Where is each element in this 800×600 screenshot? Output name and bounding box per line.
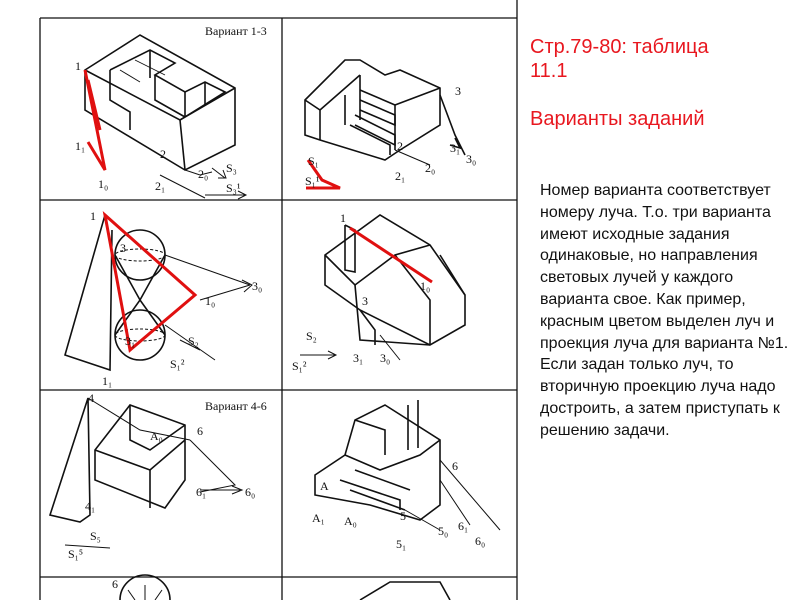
label-s3: S₃	[226, 161, 237, 175]
label-3-s2: S₂	[188, 334, 199, 348]
label-6-a0: A₀	[344, 514, 357, 528]
cell-3-drawing	[65, 215, 252, 370]
label-3-1: 3₁	[450, 141, 461, 155]
heading-line-3: Варианты заданий	[530, 108, 705, 130]
label-4-s2: S₂	[306, 329, 317, 343]
label-4-1: 1	[340, 211, 346, 225]
label-2b-0: 2₀	[425, 161, 436, 175]
label-4-3-1: 3₁	[353, 351, 364, 365]
label-2-0: 2₀	[198, 167, 209, 181]
label-3-s1-2: S₁²	[170, 357, 185, 371]
label-1: 1	[75, 59, 81, 73]
label-6-5-1: 5₁	[396, 537, 407, 551]
label-5-6-1: 6₁	[196, 485, 207, 499]
label-6-5: 5	[400, 509, 406, 523]
cell-4-ray	[350, 228, 432, 282]
label-3-0: 3₀	[466, 152, 477, 166]
cell-6-labels	[312, 459, 485, 551]
cell-2-drawing	[305, 60, 465, 165]
label-s3-1: S₃¹	[226, 181, 241, 195]
label-3-3-0: 3₀	[252, 279, 263, 293]
label-3-3-1: 3₁	[125, 334, 136, 348]
heading-spacer	[530, 83, 795, 107]
label-1-0: 1₀	[98, 177, 109, 191]
label-4-1-0: 1₀	[420, 279, 431, 293]
cell-4-drawing	[300, 215, 465, 360]
label-5-4-1: 4₁	[85, 499, 96, 513]
label-3-1-top: 1	[90, 209, 96, 223]
label-2b: 2	[397, 139, 403, 153]
label-5-6-0: 6₀	[245, 485, 256, 499]
cell-1-drawing	[85, 35, 246, 199]
heading-line-1: Стр.79-80: таблица	[530, 36, 709, 58]
label-6-6: 6	[452, 459, 458, 473]
label-1-1: 1₁	[75, 139, 86, 153]
heading-line-2: 11.1	[530, 60, 568, 82]
label-4-3: 3	[362, 294, 368, 308]
label-5-a0: A₀	[150, 429, 163, 443]
label-6-5-0: 5₀	[438, 524, 449, 538]
label-4-3-0: 3₀	[380, 351, 391, 365]
cell-6-drawing	[315, 400, 500, 530]
label-7-6: 6	[112, 577, 118, 591]
label-2-1: 2₁	[155, 179, 166, 193]
label-6-6-0: 6₀	[475, 534, 486, 548]
label-5-s5: S₅	[90, 529, 101, 543]
label-6-6-1: 6₁	[458, 519, 469, 533]
page-heading	[530, 35, 795, 131]
label-3: 3	[455, 84, 461, 98]
variant-label-1-3: Вариант 1-3	[205, 24, 267, 38]
label-3-1-1: 1₁	[102, 374, 113, 388]
label-3-1-0: 1₀	[205, 294, 216, 308]
label-5-4: 4	[88, 391, 94, 405]
cell-3-labels	[90, 209, 262, 388]
label-2b-1: 2₁	[395, 169, 406, 183]
label-5-s1-5: S₁⁵	[68, 547, 84, 561]
cell-7-drawing	[120, 575, 450, 600]
label-4-s1-2: S₁²	[292, 359, 307, 373]
label-s1-1: S₁¹	[305, 174, 320, 188]
label-5-6: 6	[197, 424, 203, 438]
description-text: Номер варианта соответствует номеру луча. Т.о. три варианта имеют исходные задания одинаковые, но направления световых лучей у каждого варианта свое. Как пример, красным цветом выделен луч и проекция луча для варианта №1. Если задан только луч, то вторичную проекцию луча надо достроить, а затем приступать к решению задачи.	[540, 182, 789, 439]
label-s1: S₁	[308, 154, 319, 168]
label-3-3: 3	[120, 241, 126, 255]
label-2: 2	[160, 147, 166, 161]
variant-label-4-6: Вариант 4-6	[205, 399, 267, 413]
label-6-a: A	[320, 479, 329, 493]
cell-5-drawing	[50, 398, 242, 548]
label-6-a1: A₁	[312, 511, 325, 525]
